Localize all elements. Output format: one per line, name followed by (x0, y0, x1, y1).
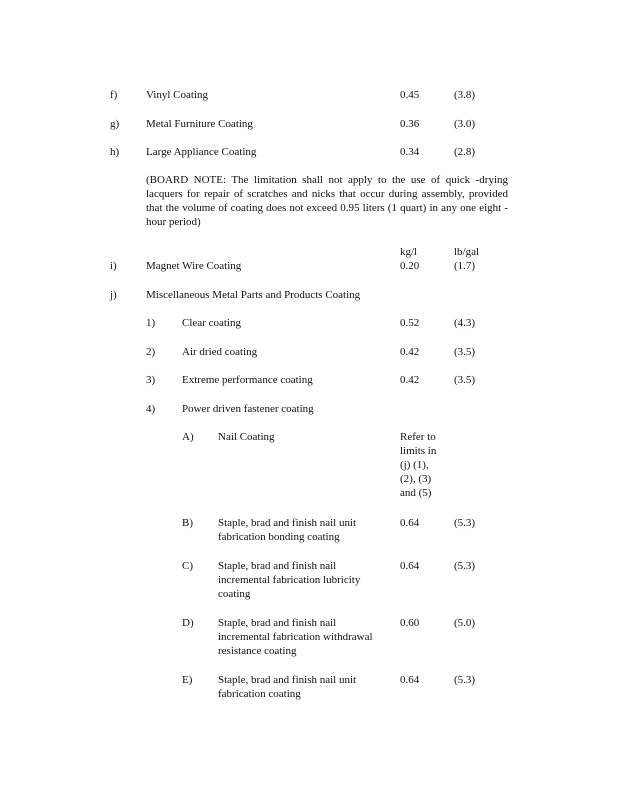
sub-item-number: 4) (146, 403, 156, 415)
item-label-metal-furniture: Metal Furniture Coating (146, 118, 253, 130)
limit-lb-i: (1.7) (454, 260, 476, 272)
sub-item-number: 3) (146, 374, 156, 386)
unit-header-lb: lb/gal (454, 246, 480, 258)
sub-sub-item-label-withdrawal-resistance: Staple, brad and finish nail incremental fabrication withdrawal resistance coating (218, 617, 373, 657)
limit-kg-j2: 0.42 (400, 346, 420, 358)
item-letter-i: i) (110, 260, 117, 272)
item-letter-g: g) (110, 118, 120, 130)
sub-item-label-air-dried: Air dried coating (182, 346, 258, 358)
sub-sub-item-letter: D) (182, 617, 194, 629)
sub-item-label-power-driven-fastener: Power driven fastener coating (182, 403, 314, 415)
sub-item-label-extreme-performance: Extreme performance coating (182, 374, 313, 386)
item-label-magnet-wire: Magnet Wire Coating (146, 260, 242, 272)
limit-lb-j3: (3.5) (454, 374, 476, 386)
sub-sub-item-letter: C) (182, 560, 193, 572)
limit-lb-g: (3.0) (454, 118, 476, 130)
limit-lb-j2: (3.5) (454, 346, 476, 358)
sub-item-label-clear-coating: Clear coating (182, 317, 241, 329)
item-label-large-appliance: Large Appliance Coating (146, 146, 257, 158)
sub-item-number: 1) (146, 317, 156, 329)
sub-item-number: 2) (146, 346, 156, 358)
sub-sub-item-label-nail-coating: Nail Coating (218, 431, 275, 443)
limit-lb-j1: (4.3) (454, 317, 476, 329)
item-letter-h: h) (110, 146, 120, 158)
unit-header-kg: kg/l (400, 246, 418, 258)
sub-sub-item-letter: B) (182, 517, 193, 529)
sub-sub-item-letter: E) (182, 674, 193, 686)
limit-kg-j4d: 0.60 (400, 617, 420, 629)
sub-sub-item-label-unit-fabrication-coating: Staple, brad and finish nail unit fabrication coating (218, 674, 357, 700)
item-label-misc-metal-parts: Miscellaneous Metal Parts and Products Coating (146, 289, 361, 301)
limit-reference-note: Refer to limits in (j) (1), (2), (3) and (5) (400, 431, 437, 499)
limit-kg-i: 0.20 (400, 260, 420, 272)
item-letter-f: f) (110, 89, 118, 101)
limit-lb-f: (3.8) (454, 89, 476, 101)
limit-kg-j4b: 0.64 (400, 517, 420, 529)
board-note: (BOARD NOTE: The limitation shall not apply to the use of quick -drying lacquers for repair of scratches and nicks that occur during assembly, provided that the volume of coating does not exceed 0.95 liters (1 quart) in any one eight -hour period) (146, 174, 508, 228)
limit-kg-j4e: 0.64 (400, 674, 420, 686)
limit-lb-h: (2.8) (454, 146, 476, 158)
limit-lb-j4c: (5.3) (454, 560, 476, 572)
limit-kg-h: 0.34 (400, 146, 420, 158)
item-letter-j: j) (110, 289, 117, 301)
sub-sub-item-label-bonding-coating: Staple, brad and finish nail unit fabrication bonding coating (218, 517, 357, 543)
sub-sub-item-letter: A) (182, 431, 194, 443)
limit-kg-g: 0.36 (400, 118, 420, 130)
limit-lb-j4b: (5.3) (454, 517, 476, 529)
sub-sub-item-label-lubricity-coating: Staple, brad and finish nail incremental fabrication lubricity coating (218, 560, 361, 600)
limit-lb-j4e: (5.3) (454, 674, 476, 686)
limit-kg-j4c: 0.64 (400, 560, 420, 572)
limit-kg-f: 0.45 (400, 89, 420, 101)
limit-kg-j1: 0.52 (400, 317, 420, 329)
item-label-vinyl-coating: Vinyl Coating (146, 89, 208, 101)
limit-lb-j4d: (5.0) (454, 617, 476, 629)
limit-kg-j3: 0.42 (400, 374, 420, 386)
